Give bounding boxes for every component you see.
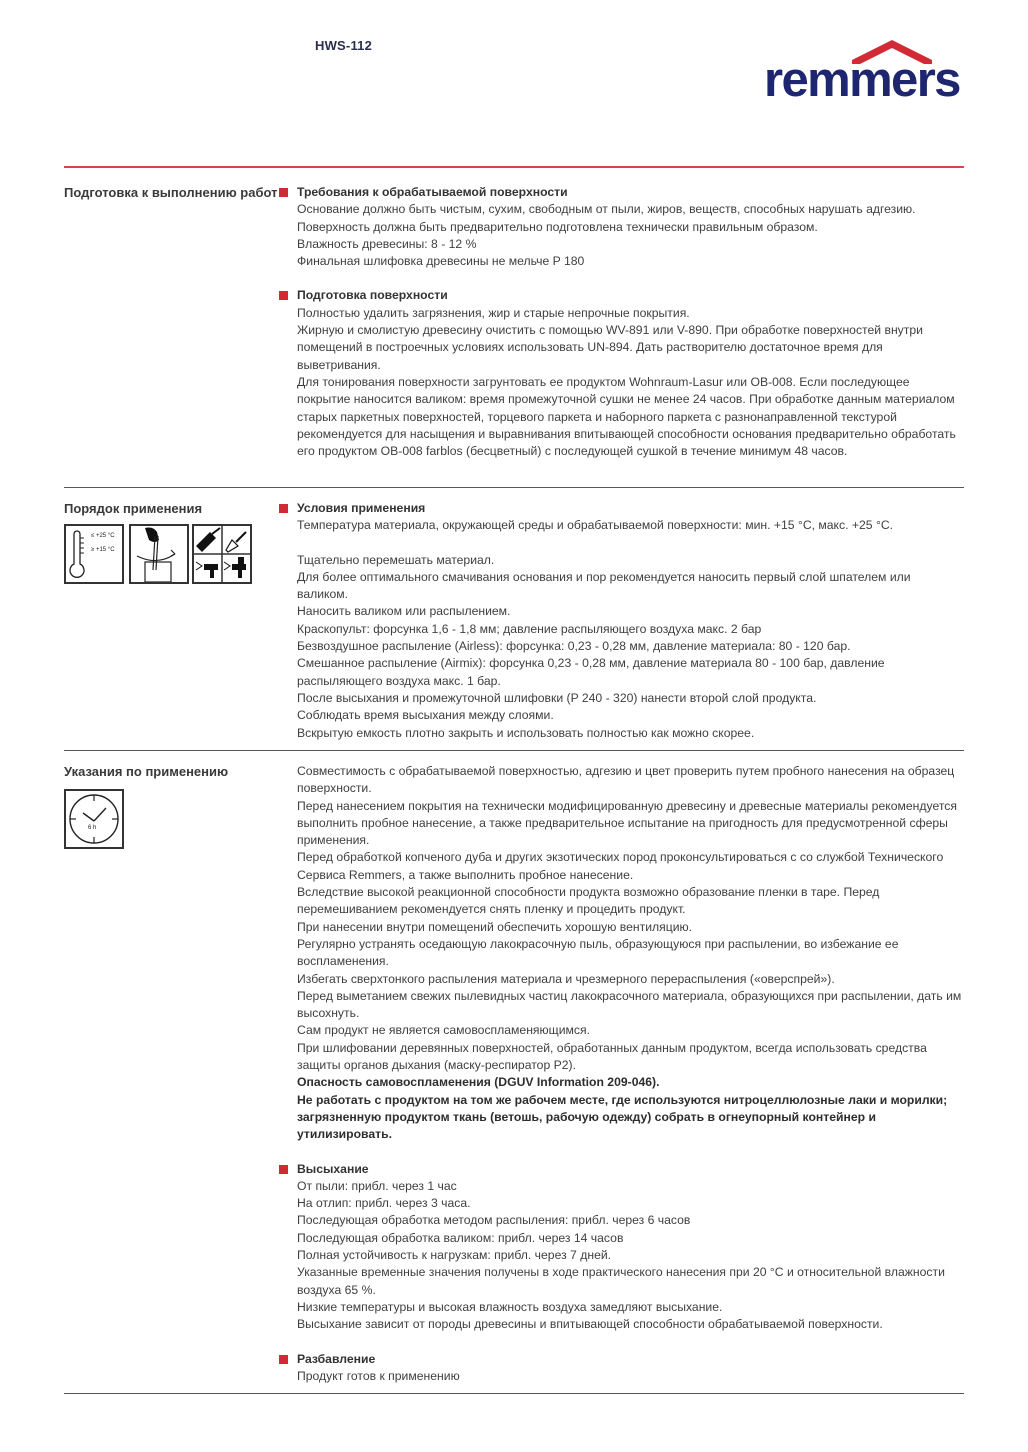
spray-gun-icon [196, 562, 218, 578]
block-heading: Требования к обрабатываемой поверхности [297, 184, 964, 201]
block-heading: Разбавление [297, 1351, 964, 1368]
section-content [297, 500, 964, 742]
clock-label: 6 h [88, 825, 97, 831]
square-bullet-icon [279, 291, 288, 300]
document-code: HWS-112 [315, 38, 373, 53]
square-bullet-icon [279, 1355, 288, 1364]
section-content [297, 763, 964, 1385]
clock-icon [64, 789, 124, 849]
block-text: Основание должно быть чистым, сухим, свободным от пыли, жиров, веществ, способных нарушать адгезию. Поверхность должна быть предварительно подготовлена технически правильным образом. Влажность древесины: 8 - 12 % Финальная шлифовка древесины не мельче P 180 [297, 202, 916, 269]
section-label: Порядок применения [64, 501, 203, 516]
square-bullet-icon [279, 1165, 288, 1174]
notes-text: Совместимость с обрабатываемой поверхностью, адгезию и цвет проверить путем пробного нанесения на образец поверхности. Перед нанесением покрытия на технически модифицированную древесину и древесные материалы рекомендуется выполнить пробное нанесение, а также предварительное испытание на пригодность для предусмотренной сферы применения. Перед обработкой копченого дуба и других экзотических пород проконсультироваться с со службой Технического Сервиса Remmers, а также выполнить пробное нанесение. Вследствие высокой реакционной способности продукта возможно образование пленки в таре. Перед перемешиванием рекомендуется снять пленку и процедить продукт. При нанесении внутри помещений обеспечить хорошую вентиляцию. Регулярно устранять оседающую лакокрасочную пыль, образующуюся при распылении, во избежание ее воспламенения. Избегать сверхтонкого распыления материала и чрезмерного перераспыления («оверспрей»). Перед выметанием свежих пылевидных частиц лакокрасочного материала, образующихся при распылении, дать им высохнуть. Сам продукт не является самовоспламеняющимся. При шлифовании деревянных поверхностей, обработанных данным продуктом, всегда использовать средства защиты органов дыхания (маску-респиратор P2). Опасность самовоспламенения (DGUV Information 209-046). Не работать с продуктом на том же рабочем месте, где используются нитроцеллюлозные лаки и морилки; загрязненную продуктом ткань (ветошь, рабочую одежду) собрать в огнеупорный контейнер и утилизировать. [297, 763, 964, 1144]
warning-text: Опасность самовоспламенения (DGUV Information 209-046). [297, 1075, 660, 1090]
section-divider [64, 487, 964, 488]
block-heading: Условия применения [297, 500, 964, 517]
spray-gun-cup-icon [224, 557, 246, 578]
application-tools-icon [192, 524, 252, 584]
square-bullet-icon [279, 504, 288, 513]
spatula-icon [226, 532, 246, 552]
header-divider [64, 166, 964, 168]
stir-material-icon [129, 524, 189, 584]
thermometer-icon [64, 524, 124, 584]
roller-icon [196, 528, 220, 552]
block-heading: Подготовка поверхности [297, 287, 964, 304]
thermo-max-label: ≤ +25 °C [91, 533, 115, 539]
section-divider [64, 750, 964, 751]
block-text: Температура материала, окружающей среды и обрабатываемой поверхности: мин. +15 °C, макс. +25 °C. Тщательно перемешать материал. Для более оптимального смачивания основания и пор рекомендуется наносить первый слой шпателем или валиком. Наносить валиком или распылением. Краскопульт: форсунка 1,6 - 1,8 мм; давление распыляющего воздуха макс. 2 бар Безвоздушное распыление (Airless): форсунка: 0,23 - 0,28 мм, давление материала: 80 - 120 бар. Смешанное распыление (Airmix): форсунка 0,23 - 0,28 мм, давление материала 80 - 100 бар, давление распыляющего воздуха макс. 1 бар. После высыхания и промежуточной шлифовки (P 240 - 320) нанести второй слой продукта. Соблюдать время высыхания между слоями. Вскрытую емкость плотно закрыть и использовать полностью как можно скорее. [297, 518, 911, 740]
section-label: Указания по применению [64, 764, 229, 779]
remmers-logo [764, 38, 968, 108]
square-bullet-icon [279, 188, 288, 197]
logo-wordmark: remmers [764, 53, 960, 107]
block-text: От пыли: прибл. через 1 час На отлип: прибл. через 3 часа. Последующая обработка методом распыления: прибл. через 6 часов Последующая обработка валиком: прибл. через 14 часов Полная устойчивость к нагрузкам: прибл. через 7 дней. Указанные временные значения получены в ходе практического нанесения при 20 °C и относительной влажности воздуха 65 %. Низкие температуры и высокая влажность воздуха замедляют высыхание. Высыхание зависит от породы древесины и впитывающей способности обрабатываемой поверхности. [297, 1178, 945, 1332]
thermo-min-label: ≥ +15 °C [91, 547, 115, 553]
section-content [297, 184, 964, 460]
block-text: Продукт готов к применению [297, 1368, 460, 1383]
block-heading: Высыхание [297, 1161, 964, 1178]
warning-text: Не работать с продуктом на том же рабочем месте, где используются нитроцеллюлозные лаки и морилки; загрязненную продуктом ткань (ветошь, рабочую одежду) собрать в огнеупорный контейнер и утилизировать. [297, 1092, 948, 1142]
block-text: Полностью удалить загрязнения, жир и старые непрочные покрытия. Жирную и смолистую древесину очистить с помощью WV-891 или V-890. При обработке поверхностей внутри помещений в построечных условиях использовать UN-894. Дать растворителю достаточное время для выветривания. Для тонирования поверхности загрунтовать ее продуктом Wohnraum-Lasur или OB-008. Если последующее покрытие наносится валиком: время промежуточной сушки не менее 24 часов. При обработке данным материалом старых паркетных поверхностей, торцевого паркета и наборного паркета с разнонаправленной текстурой рекомендуется для насыщения и выравнивания впитывающей способности основания предварительно обработать его продуктом OB-008 farblos (бесцветный) с последующей сушкой в течение минимум 48 часов. [297, 305, 956, 459]
section-label: Подготовка к выполнению работ [64, 185, 278, 200]
section-divider [64, 1393, 964, 1394]
